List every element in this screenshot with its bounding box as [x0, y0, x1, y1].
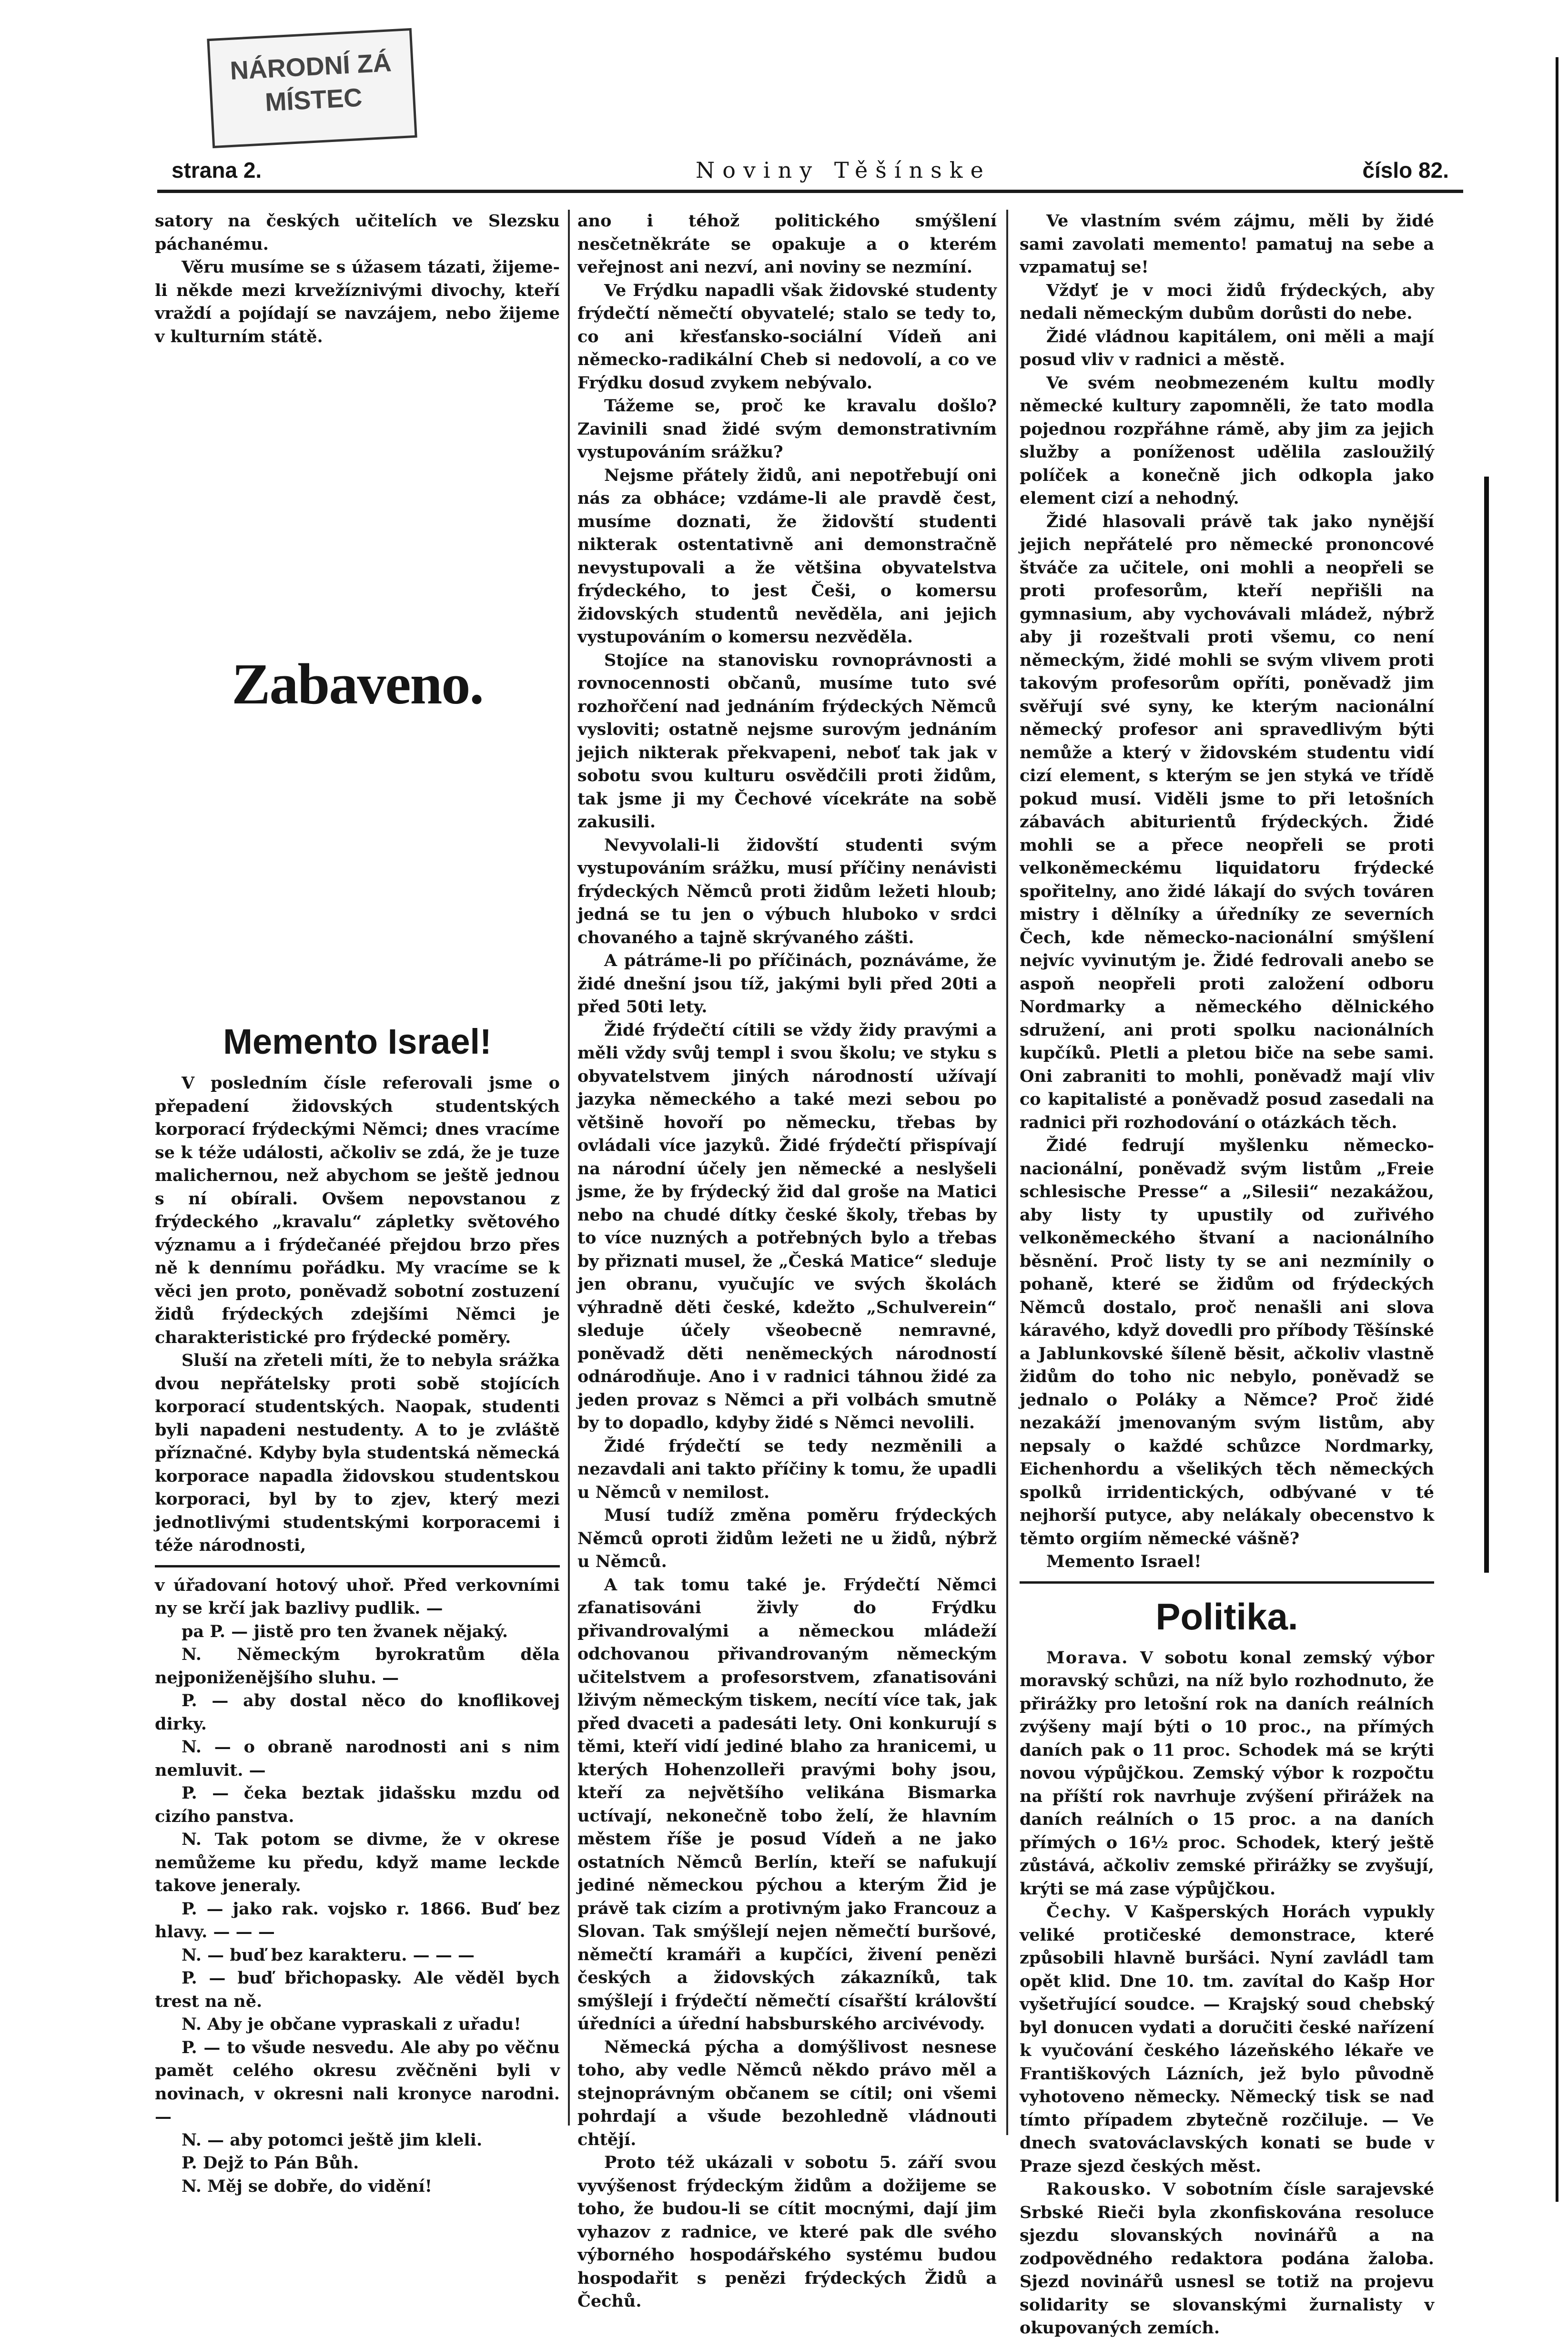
dialogue-line: N. Tak potom se divme, že v okrese nemůžeme ku předu, když mame leckde takove jeneraly. — [155, 1830, 560, 1895]
politics-lead: Morava. — [1046, 1648, 1129, 1668]
col2-paragraph: Proto též ukázali v sobotu 5. září svou vyvýšenost frýdeckým židům a dožijeme se toho, že budou-li se cítit mocnými, dají jim vyhazov z radnice, ve které pak dle svého výborného hospodářského systému budou hospodařit s penězi frýdeckých Židů a Čechů. — [577, 2153, 997, 2311]
feuilleton-dialogue — [155, 1574, 560, 2198]
dialogue-line: P. — aby dostal něco do knoflikovej dirky. — [155, 1691, 560, 1734]
article-title-memento: Memento Israel! — [223, 1022, 492, 1061]
dialogue-line: pa P. — jistě pro ten žvanek nějaký. — [182, 1621, 508, 1641]
col2-paragraph: Židé frýdečtí cítili se vždy židy pravými a měli vždy svůj templ i svou školu; ve styku s obyvatelstvem jiných národností užívají jazyka německého a také mezi sebou po většině hovoří po německu, třebas by ovládali více jazyků. Židé frýdečtí přispívají na národní účely jen německé a neslyšeli jsme, že by frýdecký žid dal groše na Matici nebo na chudé dítky české školy, třebas by to více nuzných a potřebných bylo a třebas by přiznati musel, že „Česká Matice“ sleduje jen obranu, vyučujíc ve svých školách výhradně děti české, kdežto „Schulverein“ sleduje účely všeobecně nemravné, poněvadž děti neněmeckých národností odnárodňuje. Ano i v radnici táhnou židé za jeden provaz s Němci a při volbách smutně by to dopadlo, kdyby židé s Němci nevolili. — [577, 1020, 997, 1433]
page-number: strana 2. — [172, 158, 262, 183]
politics-text: V sobotním čísle sarajevské Srbské Rieči byla zkonfiskována resoluce sjezdu slovanských novinářů a na zodpovědného redaktora podána žaloba. Sjezd novinářů usnesl se totiž na projevu solidarity se slovanskými žurnalisty v okupovaných zemích. — [1020, 2179, 1434, 2338]
politics-text: V sobotu konal zemský výbor moravský schůzi, na níž bylo rozhodnuto, že přirážky pro letošní rok na daních reálních zvýšeny mají býti o 10 proc., na přímých daních pak o 11 proc. Schodek má se krýti novou výpůjčkou. Zemský výbor k rozpočtu na příští rok navrhuje zvýšení přirážek na daních reálních o 15 proc. a na daních přímých o 16½ proc. Schodek, který ještě zůstává, ačkoliv zemské přirážky se zvyšují, krýti se má zase výpůjčkou. — [1020, 1648, 1435, 1899]
col3-paragraph: Ve svém neobmezeném kultu modly německé kultury zapomněli, že tato modla pojednou rozpřáhne rámě, aby jim za jejich služby a poníženost udělila zasloužilý políček a konečně jich odkopla jako element cizí a nehodný. — [1020, 373, 1434, 508]
censored-notice: Zabaveno. — [232, 652, 483, 716]
column-1 — [155, 210, 560, 2196]
col1-paragraph: Věru musíme se s úžasem tázati, žijeme-li někde mezi krvežíznivými divochy, kteří vraždí a pojídají se navzájem, nebo žijeme v kulturním státě. — [155, 257, 560, 346]
col2-paragraph: Nejsme přátely židů, ani nepotřebují oni nás za obháce; vzdáme-li ale pravdě čest, musíme doznati, že židovští studenti nikterak ostentativně ani demonstračně nevystupovali a že většina obyvatelstva frýdeckého, to jest Češi, o komersu židovských studentů nevěděla, ani jejich vystupováním o komersu nezvěděla. — [577, 465, 997, 647]
col2-paragraph: Stojíce na stanovisku rovnoprávnosti a rovnocennosti občanů, musíme tuto své rozhořčení nad jednáním frýdeckých Němců vysloviti; ostatně nejsme surovým jednáním jejich nikterak překvapeni, neboť tak jak v sobotu svou kulturu osvědčili proti židům, tak jsme ji my Čechové vícekráte na sobě zakusili. — [577, 650, 997, 832]
memento-paragraph-1: V posledním čísle referovali jsme o přepadení židovských studentských korporací frýdeckými Němci; dnes vracíme se k téže události, ačkoliv se zdá, že je tuze malichernou, než abychom se ještě jednou s ní obírali. Ovšem nepovstanou z frýdeckého „kravalu“ zápletky světového významu a i frýdečanéé přejdou brzo přes ně k dennímu pořádku. My vracíme se k věci jen proto, poněvadž sobotní zostuzení židů frýdeckých zdejšími Němci je charakteristické pro frýdecké poměry. — [155, 1073, 560, 1347]
politics-lead: Rakousko. — [1046, 2179, 1153, 2199]
col1-intro: satory na českých učitelích ve Slezsku páchanému. — [155, 211, 560, 254]
col3-paragraph: Židé fedrují myšlenku německo-nacionální, poněvadž svým listům „Freie schlesische Presse“ a „Silesii“ nezakážou, aby listy ty upustily od zuřivého velkoněmeckého štvaní a nacionálního běsnění. Proč listy ty se ani nezmínily o pohaně, které se židům od frýdeckých Němců dostalo, proč nenašli ani slova káravého, když dovedli pro příbody Těšínské a Jablunkovské šíleně běsit, ačkoliv vlastně židům do toho nic nebylo, poněvadž se jednalo o Poláky a Němce? Proč židé nezakáží jmenovaným svým listům, aby nepsaly o každé schůzce Nordmarky, Eichenhordu a všelikých těch německých spolků irridentických, odbývané v té nejhorší putyce, aby nelákaly obecenstvo k těmto orgiím německé vášně? — [1020, 1136, 1434, 1548]
column-2 — [577, 210, 997, 2311]
memento-paragraph-2: Sluší na zřeteli míti, že to nebyla srážka dvou nepřátelsky proti sobě stojících korporací studentských. Naopak, studenti byli napadeni nestudenty. A to je zvláště příznačné. Kdyby byla studentská německá korporace napadla židovskou studentskou korporaci, byl by to zjev, který mezi jednotlivými studentskými korporacemi i téže národnosti, — [155, 1351, 560, 1555]
col2-paragraph: Židé frýdečtí se tedy nezměnili a nezavdali ani takto příčiny k tomu, že upadli u Němců v nemilost. — [577, 1436, 997, 1502]
column-divider-2 — [1006, 210, 1008, 2135]
dialogue-line: N. — o obraně narodnosti ani s nim nemluvit. — — [155, 1737, 560, 1780]
section-rule — [1020, 1581, 1434, 1584]
col2-paragraph: Musí tudíž změna poměru frýdeckých Němců oproti židům ležeti ne u židů, nýbrž u Němců. — [577, 1506, 997, 1571]
page-header — [172, 157, 1449, 191]
col2-paragraph: Tážeme se, proč ke kravalu došlo? Zavinili snad židé svým demonstrativním vystupováním srážku? — [577, 396, 997, 462]
newspaper-title: Noviny Těšínske — [696, 157, 991, 183]
scan-edge-mark — [1484, 477, 1489, 1573]
col3-paragraph: Ve vlastním svém zájmu, měli by židé sami zavolati memento! pamatuj na sebe a vzpamatuj se! — [1020, 211, 1434, 277]
col2-paragraph: Německá pýcha a domýšlivost nesnese toho, aby vedle Němců někdo právo měl a stejnoprávným občanem se cítil; oni všemi pohrdají a všude bezohledně vládnouti chtějí. — [577, 2037, 997, 2149]
politics-lead: Čechy. — [1046, 1902, 1112, 1922]
stamp-line-2: MÍSTEC — [264, 83, 363, 117]
dialogue-line: P. — to všude nesvedu. Ale aby po věčnu pamět celého okresu zvěčněni byli v novinach, v okresni nali kronyce narodni. — — [155, 2037, 560, 2126]
column-3 — [1020, 210, 1435, 2338]
stamp-line-1: NÁRODNÍ ZÁ — [229, 48, 392, 85]
header-rule — [157, 190, 1463, 193]
dialogue-line: P. — jako rak. vojsko r. 1866. Buď bez hlavy. — — — — [155, 1899, 560, 1942]
section-title-politika: Politika. — [1155, 1595, 1298, 1638]
col2-paragraph: A pátráme-li po příčinách, poznáváme, že židé dnešní jsou tíž, jakými byli před 20ti a před 50ti lety. — [577, 951, 997, 1017]
dialogue-line: v úřadovaní hotový uhoř. Před verkovními ny se krčí jak bazlivy pudlik. — — [155, 1575, 560, 1618]
dialogue-line: N. Měj se dobře, do vidění! — [182, 2176, 432, 2196]
column-divider-1 — [568, 210, 570, 2126]
dialogue-line: N. — aby potomci ještě jim kleli. — [182, 2130, 483, 2150]
politics-item-morava — [1020, 1647, 1434, 1901]
dialogue-line: P. Dejž to Pán Bůh. — [182, 2153, 359, 2173]
col2-paragraph: Ve Frýdku napadli však židovské studenty frýdečtí němečtí obyvatelé; stalo se tedy to, co ani křesťansko-sociální Vídeň ani německo-radikální Cheb si nedovolí, a co ve Frýdku dosud zvykem nebývalo. — [577, 280, 997, 393]
col2-paragraph: ano i téhož politického smýšlení nesčetněkráte se opakuje a o kterém veřejnost ani nezví, ani noviny se nezmíní. — [577, 211, 997, 277]
col3-paragraph: Židé hlasovali právě tak jako nynější jejich nepřátelé pro německé prononcové štváče za učitele, oni mohli a neopřeli se proti profesorům, kteří nepřišli na gymnasium, aby vychovávali mládež, nýbrž aby ji rozeštvali proti všemu, co není německým, židé mohli se svým vlivem proti takovým profesorům opříti, poněvadž jim svěřují své syny, ke kterým nacionální německý profesor ani spravedlivým býti nemůže a který v židovském studentu vidí cizí element, s kterým se jen styká ve třídě pokud musí. Viděli jsme to při letošních zábavách abiturientů frýdeckých. Židé mohli se a přece neopřeli se proti velkoněmeckému liquidatoru frýdecké spořitelny, ano židé lákají do svých továren mistry i dělníky a úředníky ze severních Čech, kde německo-nacionální smýšlení nejvíc vyvinutým je. Židé fedrovali anebo se aspoň neopřeli proti založení odboru Nordmarky a německého dělnického sdružení, ani proti spolku nacionálních kupčíků. Pletli a pletou biče na sebe sami. Oni zabraniti to mohli, poněvadž mají vliv co kapitalisté a poněvadž posud zasedali na radnici při rozhodování o otázkách těch. — [1020, 511, 1434, 1132]
politics-item-cechy — [1020, 1901, 1434, 2178]
section-rule — [155, 1565, 560, 1567]
politics-text: V Kašperských Horách vypukly veliké protičeské demonstrace, které způsobili hlavně buršáci. Nyní zavládl tam opět klid. Dne 10. tm. zavítal do Kašp Hor vyšetřující soudce. — Krajský soud chebský byl donucen vydati a doručiti české nařízení k vyučování českého lázeňského lékaře ve Františkových Lázních, jež bylo původně vyhotoveno německy. Německý tisk se nad tímto případem zbytečně rozčiluje. — Ve dnech svatováclavských konati se bude v Praze sjezd českých měst. — [1020, 1902, 1435, 2176]
dialogue-line: N. Německým byrokratům děla nejponiženějšího sluhu. — — [155, 1645, 560, 1688]
scan-edge-mark — [1556, 57, 1558, 2202]
dialogue-line: N. Aby je občane vypraskali z uřadu! — [182, 2014, 521, 2034]
col3-paragraph: Židé vládnou kapitálem, oni měli a mají posud vliv v radnici a městě. — [1020, 326, 1434, 369]
politics-item-rakousko — [1020, 2178, 1434, 2340]
col3-signoff: Memento Israel! — [1046, 1552, 1202, 1571]
col3-paragraph: Vždyť je v moci židů frýdeckých, aby nedali německým dubům dorůsti do nebe. — [1020, 280, 1434, 323]
col2-paragraph: A tak tomu také je. Frýdečtí Němci zfanatisováni živly do Frýdku přivandrovalými a německou mládeží odchovanou přivandrovaným německým učitelstvem a profesorstvem, zfanatisováni lživým německým tiskem, necítí více tak, jak před dvaceti a padesáti lety. Oni konkurují s těmi, kteří vidí jediné blaho za hranicemi, u kterých Hohenzolleři pravými bohy jsou, kteří za největšího velikána Bismarka uctívají, nekonečně tobo želí, že hlavním městem říše je posud Vídeň a ne jako ostatních Němců Berlín, kteří se nafukují jediné německou pýchou a kterým Žid je právě tak cizím a protivným jako Francouz a Slovan. Tak smýšlejí nejen němečtí buršové, němečtí kramáři a kupčíci, živení penězi českých a židovských zákazníků, tak smýšlejí i frýdečtí němečtí císařští královští úředníci a úřední habsburského arcivévody. — [577, 1575, 997, 2034]
col2-paragraph: Nevyvolali-li židovští studenti svým vystupováním srážku, musí příčiny nenávisti frýdeckých Němců proti židům ležeti hloub; jedná se tu jen o výbuch hluboko v srdci chovaného a tajně skrývaného zášti. — [577, 835, 997, 947]
dialogue-line: P. — buď břichopasky. Ale věděl bych trest na ně. — [155, 1968, 560, 2011]
dialogue-line: P. — čeka beztak jidašsku mzdu od cizího panstva. — [155, 1783, 560, 1826]
dialogue-line: N. — buď bez karakteru. — — — — [182, 1945, 475, 1965]
issue-number: číslo 82. — [1362, 158, 1449, 183]
library-stamp — [207, 28, 417, 148]
